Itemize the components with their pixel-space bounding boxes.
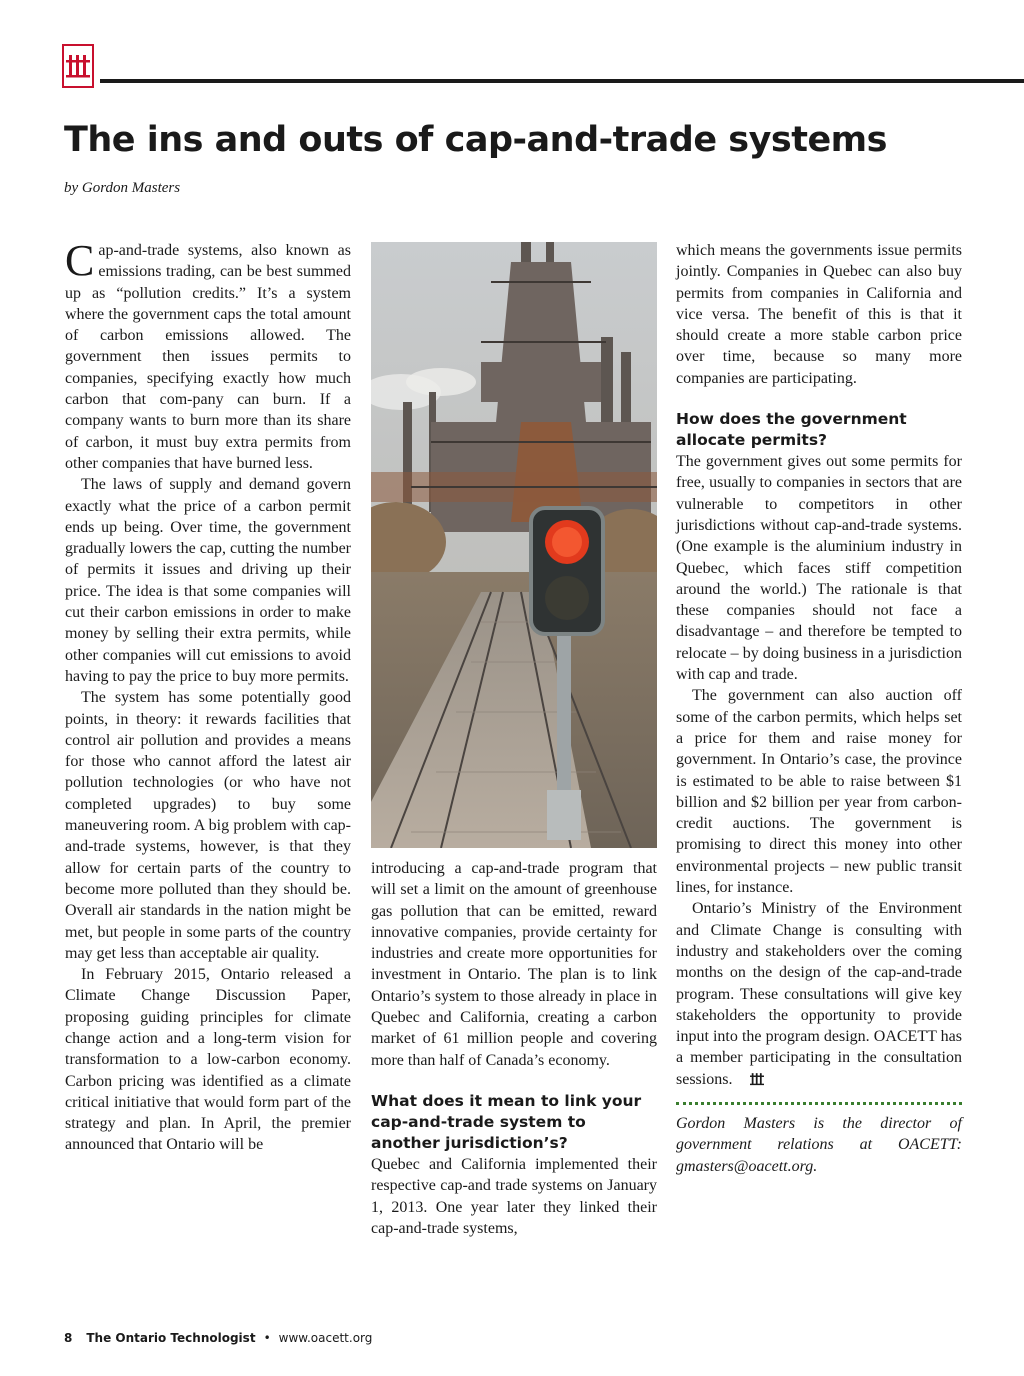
drop-cap: C	[65, 236, 95, 285]
steel-plant-photo	[371, 242, 657, 848]
oacett-logo	[62, 44, 94, 88]
article-byline: by Gordon Masters	[64, 180, 181, 196]
left-paragraph-2: The laws of supply and demand govern exactly what the price of a carbon permit ends up being. Over time, the government gradually lowers the cap, cutting the number of permits it issues and driving up their price. The idea is that some companies will cut their carbon emissions in order to make money by selling their extra permits, while other companies will cut emissions to avoid having to pay the price to buy more permits.	[65, 476, 351, 685]
middle-subhead: What does it mean to link your cap-and-trade system to another jurisdiction’s?	[371, 1091, 642, 1152]
author-divider	[676, 1102, 962, 1105]
middle-column	[371, 858, 657, 1239]
right-paragraph-3: The government can also auction off some of the carbon permits, which helps set a price for them and raise money for government. In Ontario’s case, the province is estimated to be able to raise between $1 billion and $2 billion per year from carbon-credit auctions. The government is promising to direct this money into other environmental projects – new public transit lines, for instance.	[676, 687, 962, 897]
page-number: 8	[64, 1331, 73, 1345]
right-paragraph-4-text: Ontario’s Ministry of the Environment and Climate Change is consulting with industry and stakeholders over the coming months on the design of the cap-and-trade program. These consultations will give key stakeholders the opportunity to provide input into the program design. OACETT has a member participating in the consultation sessions.	[676, 900, 962, 1088]
right-subhead: How does the government allocate permits?	[676, 410, 907, 450]
right-paragraph-1: which means the governments issue permits jointly. Companies in Quebec can also buy permits from companies in California and vice versa. The benefit of this is that it should create a more stable carbon price over time, because so many more companies are participating.	[676, 242, 962, 387]
right-paragraph-2: The government gives out some permits for free, usually to companies in sectors that are vulnerable to competitors in other jurisdictions without cap-and-trade systems. (One example is the aluminium industry in Quebec, which faces stiff competition around the world.) The rationale is that these companies should not face a disadvantage – and therefore be tempted to relocate – by doing business in a jurisdiction with cap and trade.	[676, 453, 962, 684]
author-bio: Gordon Masters is the director of government relations at OACETT: gmasters@oacett.org.	[676, 1114, 962, 1175]
header-rule	[100, 79, 1024, 83]
left-column	[65, 236, 351, 1156]
left-paragraph-4: In February 2015, Ontario released a Climate Change Discussion Paper, proposing guiding principles for climate change action and a long-term vision for transformation to a low-carbon economy. Carbon pricing was identified as a climate critical initiative that would form part of the strategy and plan. In April, the premier announced that Ontario will be	[65, 966, 351, 1154]
page-footer	[64, 1331, 372, 1345]
middle-paragraph-1: introducing a cap-and-trade program that will set a limit on the amount of greenhouse gas pollution that can be emitted, reward innovative companies, provide certainty for industries and create more opportunities for investment in Ontario. The plan is to link Ontario’s system to those already in place in Quebec and California, creating a carbon market of 61 million people and covering more than half of Canada’s economy.	[371, 860, 657, 1069]
left-paragraph-1	[65, 236, 351, 474]
right-column	[676, 240, 962, 1177]
left-paragraph-3: The system has some potentially good points, in theory: it rewards facilities that control air pollution and provides a means for those who cannot afford the latest air pollution technologies (or who have not completed upgrades) to buy some maneuvering room. A big problem with cap-and-trade systems, however, is that they allow for certain parts of the country to become more polluted than they should be. Overall air standards in the nation might be met, but people in some parts of the country may get less than acceptable air quality.	[65, 689, 351, 962]
right-paragraph-4	[676, 898, 962, 1092]
website-link[interactable]: www.oacett.org	[278, 1331, 373, 1345]
left-paragraph-1-text: ap-and-trade systems, also known as emissions trading, can be best summed up as “pollution credits.” It’s a system where the government caps the total amount of carbon emissions allowed. The government then issues permits to companies, specifying exactly how much carbon that com-pany can burn. If a company wants to burn more than its share of carbon, it must buy extra permits from other companies that have burned less.	[65, 242, 351, 472]
oacett-logo-icon	[66, 51, 90, 81]
middle-paragraph-2: Quebec and California implemented their respective cap-and trade systems on January 1, 2013. One year later they linked their cap-and-trade systems,	[371, 1155, 657, 1237]
article-title: The ins and outs of cap-and-trade systems	[64, 120, 887, 160]
magazine-name: The Ontario Technologist	[86, 1331, 256, 1345]
footer-separator: •	[263, 1331, 271, 1345]
end-mark-icon	[734, 1071, 764, 1092]
article-photo	[371, 242, 657, 848]
